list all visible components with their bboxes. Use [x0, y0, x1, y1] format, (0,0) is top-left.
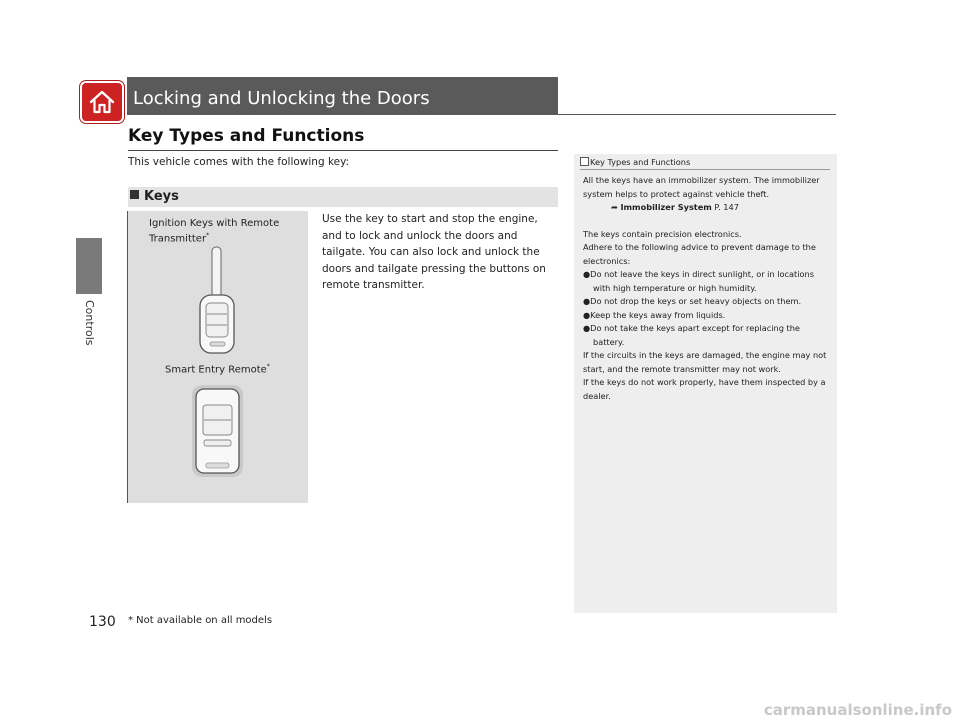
- subsection-bar: [128, 187, 558, 207]
- smart-entry-caption-text: Smart Entry Remote: [165, 364, 267, 376]
- list-item: ●Do not drop the keys or set heavy objects on them.: [583, 296, 802, 306]
- side-note-body: [583, 174, 831, 403]
- link-page: P. 147: [714, 202, 739, 212]
- sidebar-tab: [76, 238, 102, 294]
- note-paragraph: All the keys have an immobilizer system. The immobilizer system helps to protect against vehicle theft.: [583, 175, 820, 199]
- side-note-title: [580, 157, 690, 167]
- intro-text: This vehicle comes with the following key:: [128, 156, 350, 168]
- section-rule: [558, 114, 836, 115]
- home-button[interactable]: [80, 81, 124, 123]
- note-paragraph: If the keys do not work properly, have them inspected by a dealer.: [583, 377, 826, 401]
- immobilizer-link[interactable]: [611, 201, 831, 215]
- side-note-title-text: Key Types and Functions: [590, 157, 691, 167]
- key-illustration-panel: [127, 211, 308, 503]
- note-marker-icon: [580, 157, 589, 166]
- bullet-text: Keep the keys away from liquids.: [590, 309, 726, 320]
- square-bullet-icon: [130, 190, 139, 199]
- footnote: * Not available on all models: [128, 615, 273, 626]
- bullet-text: Do not leave the keys in direct sunlight, or in locations with high temperature or high humidity.: [590, 269, 815, 293]
- page-heading: Key Types and Functions: [128, 126, 365, 146]
- ignition-key-caption: [149, 218, 299, 245]
- section-title: Locking and Unlocking the Doors: [133, 88, 430, 109]
- list-item: ●Keep the keys away from liquids.: [583, 309, 726, 320]
- heading-rule: [128, 150, 558, 151]
- bullet-text: Do not take the keys apart except for replacing the battery.: [590, 323, 800, 347]
- subsection-label: Keys: [144, 189, 179, 204]
- list-item: ●Do not leave the keys in direct sunlight, or in locations with high temperature or high humidity.: [583, 269, 815, 293]
- footnote-mark: *: [266, 363, 270, 370]
- side-note-rule: [580, 169, 830, 170]
- link-text: Immobilizer System: [620, 202, 712, 212]
- arrow-icon: ➦: [611, 202, 618, 212]
- bullet-text: Do not drop the keys or set heavy objects on them.: [590, 296, 802, 306]
- home-icon: [88, 89, 116, 115]
- footnote-mark: *: [206, 232, 210, 239]
- subsection-title: [130, 189, 179, 204]
- ignition-key-image: [128, 211, 308, 503]
- page-number: 130: [89, 614, 116, 630]
- ignition-key-caption-text: Ignition Keys with Remote Transmitter: [149, 218, 280, 245]
- watermark: carmanualsonline.info: [763, 701, 952, 719]
- sidebar-label: Controls: [83, 300, 96, 346]
- body-paragraph: Use the key to start and stop the engine, and to lock and unlock the doors and tailgate. You can also lock and unlock the doors and tailgate pressing the buttons on remote transmitter.: [322, 213, 546, 291]
- note-paragraph: The keys contain precision electronics.: [583, 228, 742, 239]
- list-item: ●Do not take the keys apart except for replacing the battery.: [583, 323, 800, 347]
- note-paragraph: If the circuits in the keys are damaged, the engine may not start, and the remote transmitter may not work.: [583, 350, 827, 374]
- smart-entry-caption: [165, 363, 270, 375]
- note-paragraph: Adhere to the following advice to prevent damage to the electronics:: [583, 242, 816, 266]
